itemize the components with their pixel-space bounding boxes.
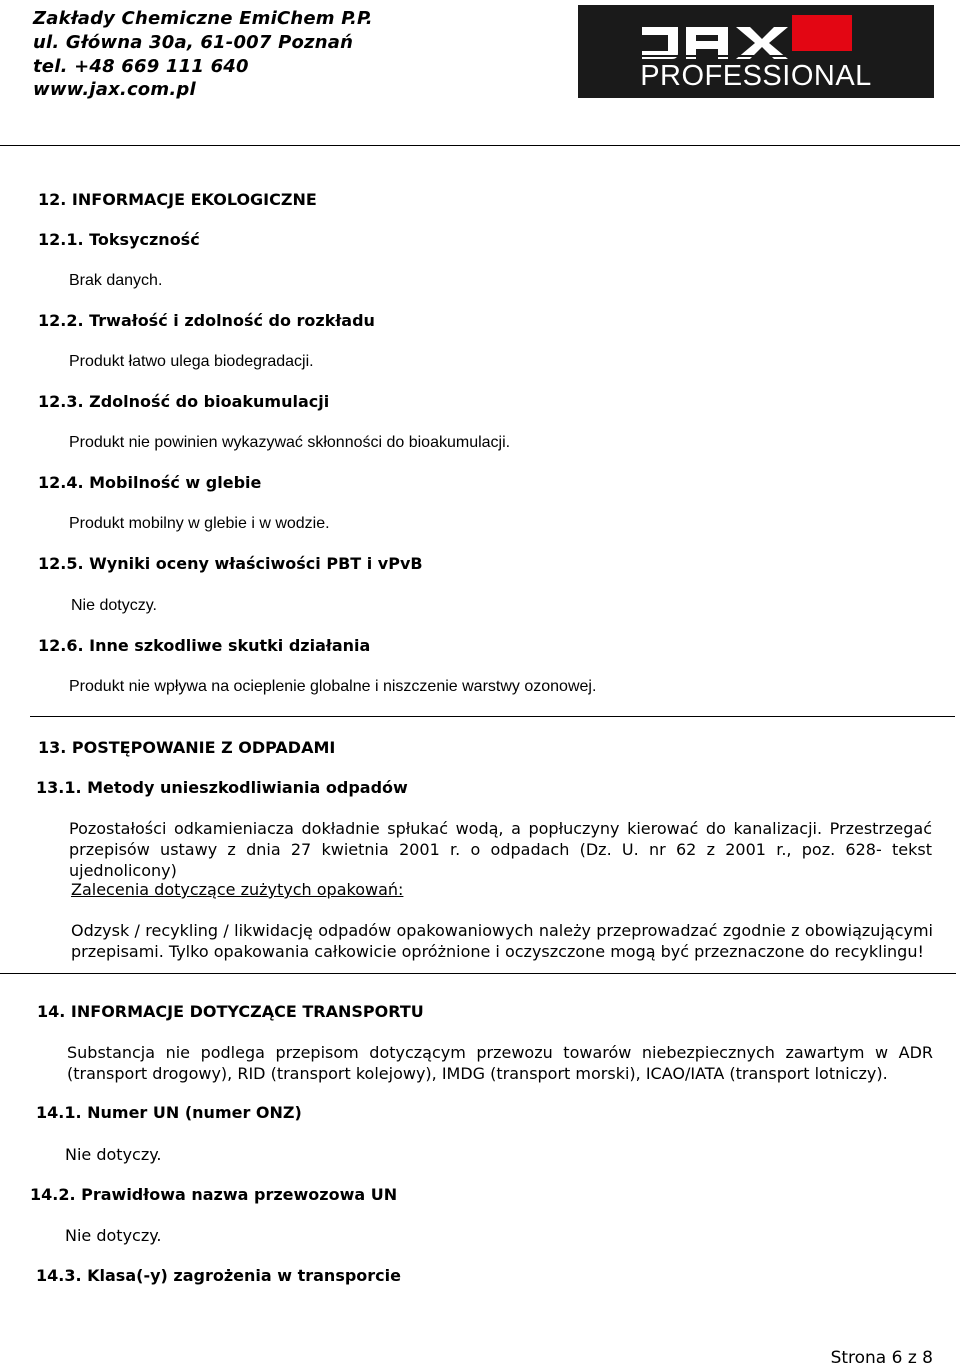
section-14-title: 14. INFORMACJE DOTYCZĄCE TRANSPORTU <box>37 1002 424 1021</box>
page-number: Strona 6 z 8 <box>830 1348 933 1368</box>
section-12-4-title: 12.4. Mobilność w glebie <box>38 473 262 492</box>
packaging-recommendations-text: Odzysk / recykling / likwidację odpadów opakowaniowych należy przeprowadzać zgodnie z obowiązującymi przepisami. Tylko opakowania całkowicie opróżnione i oczyszczone mogą być przeznaczone do recyklingu! <box>71 921 933 961</box>
section-13-1-title: 13.1. Metody unieszkodliwiania odpadów <box>36 778 408 797</box>
section-12-6-text: Produkt nie wpływa na ocieplenie globalne i niszczenie warstwy ozonowej. <box>69 678 597 695</box>
packaging-recommendations-title: Zalecenia dotyczące zużytych opakowań: <box>71 880 404 899</box>
section-divider-12-13 <box>30 716 955 717</box>
company-name: Zakłady Chemiczne EmiChem P.P. <box>33 8 373 29</box>
section-divider-13-14 <box>0 973 956 974</box>
section-14-intro: Substancja nie podlega przepisom dotyczącym przewozu towarów niebezpiecznych zawartym w ADR (transport drogowy), RID (transport kolejowy), IMDG (transport morski), ICAO/IATA (transport lotniczy). <box>67 1043 933 1083</box>
logo-subtitle: PROFESSIONAL <box>640 60 872 92</box>
company-address: ul. Główna 30a, 61-007 Poznań <box>33 32 354 53</box>
section-12-5-text: Nie dotyczy. <box>71 597 157 614</box>
section-13-title: 13. POSTĘPOWANIE Z ODPADAMI <box>38 738 336 757</box>
header-divider <box>0 145 960 146</box>
section-12-2-title: 12.2. Trwałość i zdolność do rozkładu <box>38 311 375 330</box>
section-12-1-text: Brak danych. <box>69 272 163 289</box>
company-website: www.jax.com.pl <box>33 79 196 100</box>
company-phone: tel. +48 669 111 640 <box>33 56 249 77</box>
section-12-3-text: Produkt nie powinien wykazywać skłonności do bioakumulacji. <box>69 434 511 451</box>
section-13-1-text: Pozostałości odkamieniacza dokładnie spłukać wodą, a popłuczyny kierować do kanalizacji. Przestrzegać przepisów ustawy z dnia 27 kwietnia 2001 r. o odpadach (Dz. U. nr 62 z 2001 r., poz. 628- tekst ujednolicony) <box>69 819 932 880</box>
section-12-title: 12. INFORMACJE EKOLOGICZNE <box>38 190 317 209</box>
section-12-4-text: Produkt mobilny w glebie i w wodzie. <box>69 515 330 532</box>
section-12-5-title: 12.5. Wyniki oceny właściwości PBT i vPvB <box>38 554 423 573</box>
section-14-3-title: 14.3. Klasa(-y) zagrożenia w transporcie <box>36 1266 401 1285</box>
section-12-2-text: Produkt łatwo ulega biodegradacji. <box>69 353 314 370</box>
jax-professional-logo <box>578 5 934 98</box>
section-12-1-title: 12.1. Toksyczność <box>38 230 200 249</box>
section-14-1-title: 14.1. Numer UN (numer ONZ) <box>36 1103 302 1122</box>
section-12-6-title: 12.6. Inne szkodliwe skutki działania <box>38 636 371 655</box>
section-14-2-text: Nie dotyczy. <box>65 1226 162 1245</box>
section-14-2-title: 14.2. Prawidłowa nazwa przewozowa UN <box>30 1185 398 1204</box>
section-12-3-title: 12.3. Zdolność do bioakumulacji <box>38 392 330 411</box>
section-14-1-text: Nie dotyczy. <box>65 1145 162 1164</box>
